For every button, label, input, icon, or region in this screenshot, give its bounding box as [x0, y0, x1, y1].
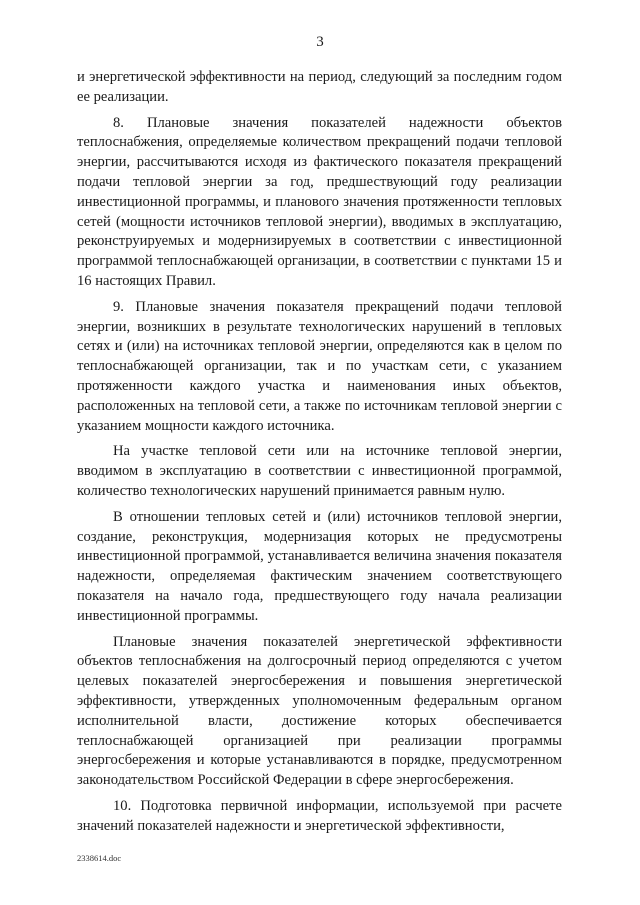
footer-doc-code: 2338614.doc — [77, 853, 122, 863]
paragraph-continuation: и энергетической эффективности на период, следующий за последним годом ее реализации. — [77, 69, 562, 105]
paragraph-9-non-program: В отношении тепловых сетей и (или) источников тепловой энергии, создание, реконструкция, модернизация которых не предусмотрены инвестиционной программой, устанавливается величина значения показателя надежности, определяемая фактическим значением соответствующего показателя на начало года, предшествующего году начала реализации инвестиционной программы. — [77, 508, 562, 624]
paragraph-10: 10. Подготовка первичной информации, используемой при расчете значений показателей надежности и энергетической эффективности, — [77, 797, 562, 834]
paragraph-9-energy-efficiency: Плановые значения показателей энергетической эффективности объектов теплоснабжения на долгосрочный период определяются с учетом целевых показателей энергосбережения и повышения энергетической эффективности, утвержденных уполномоченным федеральным органом исполнительной власти, достижение которых обеспечивается теплоснабжающей организацией при реализации программы энергосбережения и которые устанавливаются в порядке, предусмотренном законодательством Российской Федерации в сфере энергосбережения. — [77, 633, 562, 789]
page-number: 3 — [316, 34, 324, 50]
paragraph-9: 9. Плановые значения показателя прекращений подачи тепловой энергии, возникших в результате технологических нарушений в тепловых сетях и (или) на источниках тепловой энергии, определяются как в целом по теплоснабжающей организации, так и по участкам сети, с указанием протяженности каждого участка и наименования иных объектов, расположенных на тепловой сети, а также по источникам тепловой энергии с указанием мощности каждого источника. — [77, 298, 562, 434]
document-body — [77, 68, 562, 842]
paragraph-9-new-section: На участке тепловой сети или на источнике тепловой энергии, вводимом в эксплуатацию в соответствии с инвестиционной программой, количество технологических нарушений принимается равным нулю. — [77, 443, 562, 499]
paragraph-8: 8. Плановые значения показателей надежности объектов теплоснабжения, определяемые количеством прекращений подачи тепловой энергии, рассчитываются исходя из фактического показателя прекращений подачи тепловой энергии за год, предшествующий году реализации инвестиционной программы, и планового значения протяженности тепловых сетей (мощности источников тепловой энергии), вводимых в эксплуатацию, реконструируемых и модернизируемых в соответствии с инвестиционной программой теплоснабжающей организации, в соответствии с пунктами 15 и 16 настоящих Правил. — [77, 114, 562, 289]
